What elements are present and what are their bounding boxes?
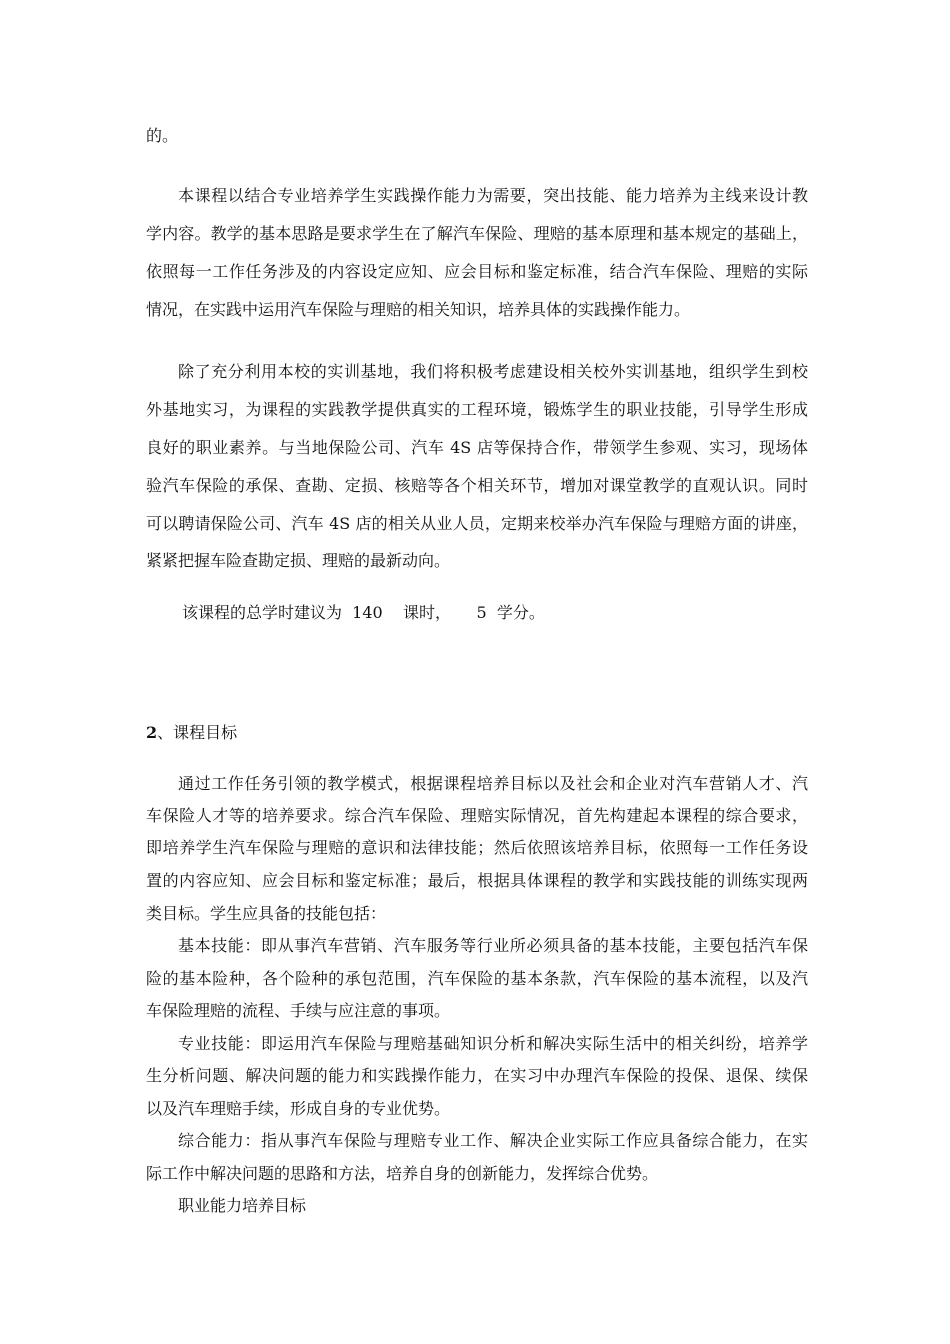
text-line: 生分析问题、解决问题的能力和实践操作能力，在实习中办理汽车保险的投保、退保、续保: [146, 1066, 808, 1085]
text-line: 专业技能：即运用汽车保险与理赔基础知识分析和解决实际生活中的相关纠纷，培养学: [178, 1034, 808, 1053]
section-title: 、课程目标: [157, 723, 238, 742]
text-line: 该课程的总学时建议为 140 课时， 5 学分。: [182, 603, 545, 622]
text-line: 情况，在实践中运用汽车保险与理赔的相关知识，培养具体的实践操作能力。: [146, 300, 691, 319]
text-line: 类目标。学生应具备的技能包括：: [146, 904, 387, 923]
text-line: 验汽车保险的承保、查勘、定损、核赔等各个相关环节，增加对课堂教学的直观认识。同时: [146, 476, 808, 495]
text-line: 际工作中解决问题的思路和方法，培养自身的创新能力，发挥综合优势。: [146, 1164, 659, 1183]
text-line: 职业能力培养目标: [178, 1196, 307, 1215]
text-line: 基本技能：即从事汽车营销、汽车服务等行业所必须具备的基本技能，主要包括汽车保: [178, 936, 808, 955]
section-heading: [146, 723, 237, 743]
text-line: 紧紧把握车险查勘定损、理赔的最新动向。: [146, 551, 451, 570]
text-line: 通过工作任务引领的教学模式，根据课程培养目标以及社会和企业对汽车营销人才、汽: [178, 774, 808, 793]
text-line: 本课程以结合专业培养学生实践操作能力为需要，突出技能、能力培养为主线来设计教: [178, 186, 808, 205]
text-line: 除了充分利用本校的实训基地，我们将积极考虑建设相关校外实训基地，组织学生到校: [178, 362, 808, 381]
text-line: 学内容。教学的基本思路是要求学生在了解汽车保险、理赔的基本原理和基本规定的基础上，: [146, 224, 808, 243]
text-line: 的。: [146, 126, 179, 145]
text-line: 以及汽车理赔手续，形成自身的专业优势。: [146, 1099, 451, 1118]
text-line: 置的内容应知、应会目标和鉴定标准；最后，根据具体课程的教学和实践技能的训练实现两: [146, 871, 808, 890]
section-number: 2: [146, 723, 158, 742]
text-line: 外基地实习，为课程的实践教学提供真实的工程环境，锻炼学生的职业技能，引导学生形成: [146, 400, 808, 419]
text-line: 综合能力：指从事汽车保险与理赔专业工作、解决企业实际工作应具备综合能力，在实: [178, 1131, 808, 1150]
text-line: 险的基本险种，各个险种的承包范围，汽车保险的基本条款，汽车保险的基本流程，以及汽: [146, 969, 808, 988]
text-line: 车保险理赔的流程、手续与应注意的事项。: [146, 1001, 451, 1020]
text-line: 可以聘请保险公司、汽车 4S 店的相关从业人员，定期来校举办汽车保险与理赔方面的讲座，: [146, 514, 808, 533]
text-line: 车保险人才等的培养要求。综合汽车保险、理赔实际情况，首先构建起本课程的综合要求，: [146, 806, 808, 825]
text-line: 即培养学生汽车保险与理赔的意识和法律技能；然后依照该培养目标，依照每一工作任务设: [146, 838, 808, 857]
text-line: 依照每一工作任务涉及的内容设定应知、应会目标和鉴定标准，结合汽车保险、理赔的实际: [146, 262, 808, 281]
text-line: 良好的职业素养。与当地保险公司、汽车 4S 店等保持合作，带领学生参观、实习，现场体: [146, 438, 808, 457]
